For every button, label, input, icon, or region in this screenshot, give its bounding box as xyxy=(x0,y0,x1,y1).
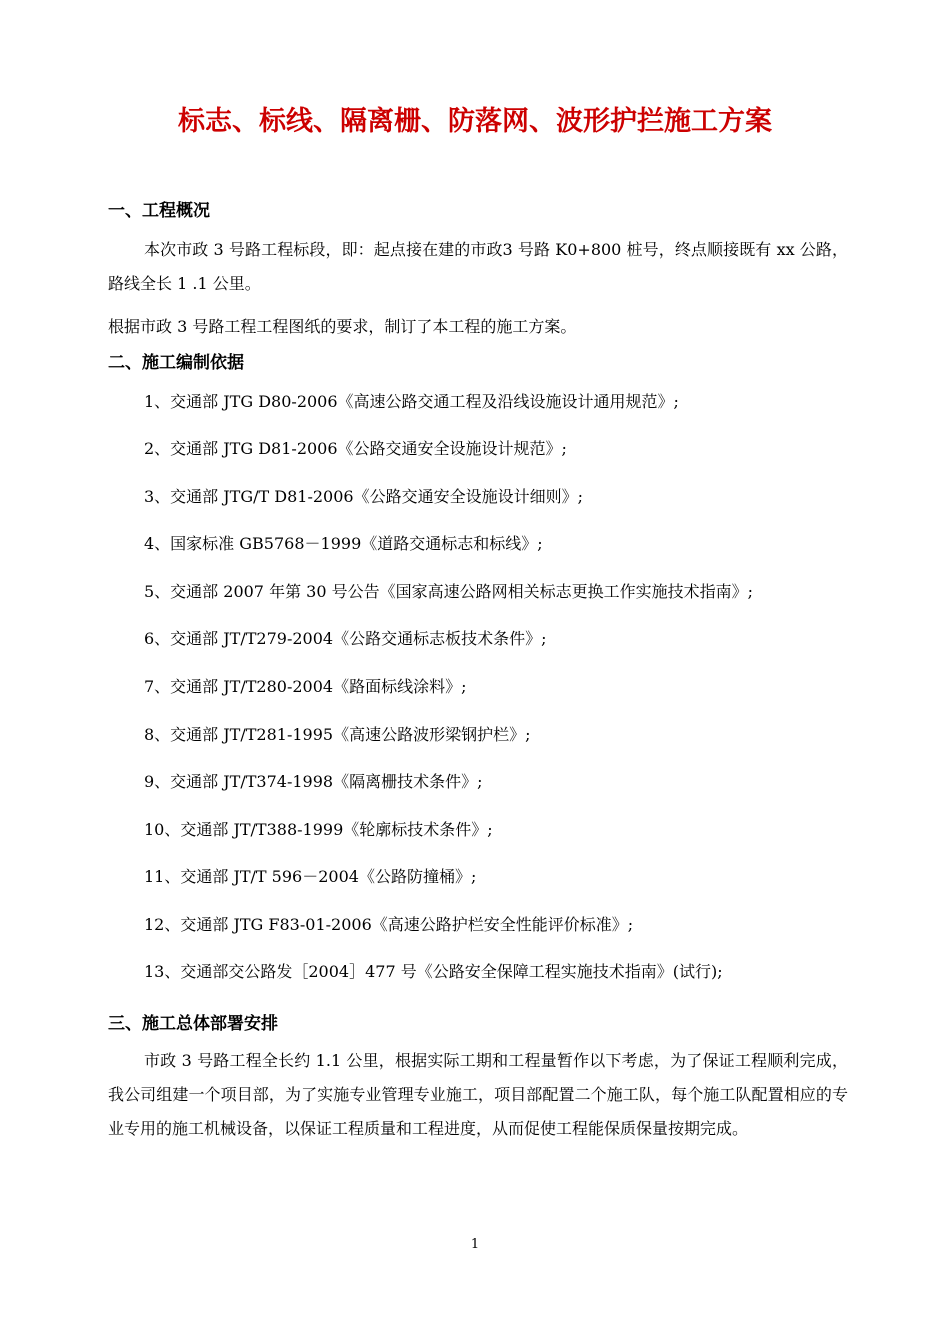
reference-item: 7、交通部 JT/T280-2004《路面标线涂料》; xyxy=(144,677,467,696)
section-heading-deployment: 三、施工总体部署安排 xyxy=(108,1014,278,1034)
deployment-paragraph: 市政 3 号路工程全长约 1.1 公里，根据实际工期和工程量暂作以下考虑，为了保证工程顺利完成，我公司组建一个项目部，为了实施专业管理专业施工，项目部配置二个施工队，每个施工队配置相应的专业专用的施工机械设备，以保证工程质量和工程进度，从而促使工程能保质保量按期完成。 xyxy=(108,1051,848,1138)
reference-item: 12、交通部 JTG F83-01-2006《高速公路护栏安全性能评价标准》; xyxy=(144,915,634,934)
reference-item: 10、交通部 JT/T388-1999《轮廓标技术条件》; xyxy=(144,820,493,839)
section-heading-basis: 二、施工编制依据 xyxy=(108,353,244,373)
reference-item: 1、交通部 JTG D80-2006《高速公路交通工程及沿线设施设计通用规范》; xyxy=(144,392,679,411)
reference-item: 5、交通部 2007 年第 30 号公告《国家高速公路网相关标志更换工作实施技术指南》; xyxy=(144,582,753,601)
section-heading-overview: 一、工程概况 xyxy=(108,201,210,221)
reference-item: 9、交通部 JT/T374-1998《隔离栅技术条件》; xyxy=(144,772,483,791)
overview-paragraph-1: 本次市政 3 号路工程标段，即：起点接在建的市政3 号路 K0+800 桩号，终点顺接既有 xx 公路，路线全长 1 .1 公里。 xyxy=(108,240,848,293)
document-title: 标志、标线、隔离栅、防落网、波形护拦施工方案 xyxy=(178,106,772,137)
reference-item: 13、交通部交公路发［2004］477 号《公路安全保障工程实施技术指南》(试行); xyxy=(144,962,723,981)
reference-item: 8、交通部 JT/T281-1995《高速公路波形梁钢护栏》; xyxy=(144,725,531,744)
overview-paragraph-2: 根据市政 3 号路工程工程图纸的要求，制订了本工程的施工方案。 xyxy=(108,317,577,336)
reference-item: 2、交通部 JTG D81-2006《公路交通安全设施设计规范》; xyxy=(144,439,567,458)
reference-item: 4、国家标准 GB5768－1999《道路交通标志和标线》; xyxy=(144,534,543,553)
page-number: 1 xyxy=(470,1237,480,1252)
reference-item: 11、交通部 JT/T 596－2004《公路防撞桶》; xyxy=(144,867,477,886)
reference-item: 6、交通部 JT/T279-2004《公路交通标志板技术条件》; xyxy=(144,629,547,648)
reference-item: 3、交通部 JTG/T D81-2006《公路交通安全设施设计细则》; xyxy=(144,487,583,506)
